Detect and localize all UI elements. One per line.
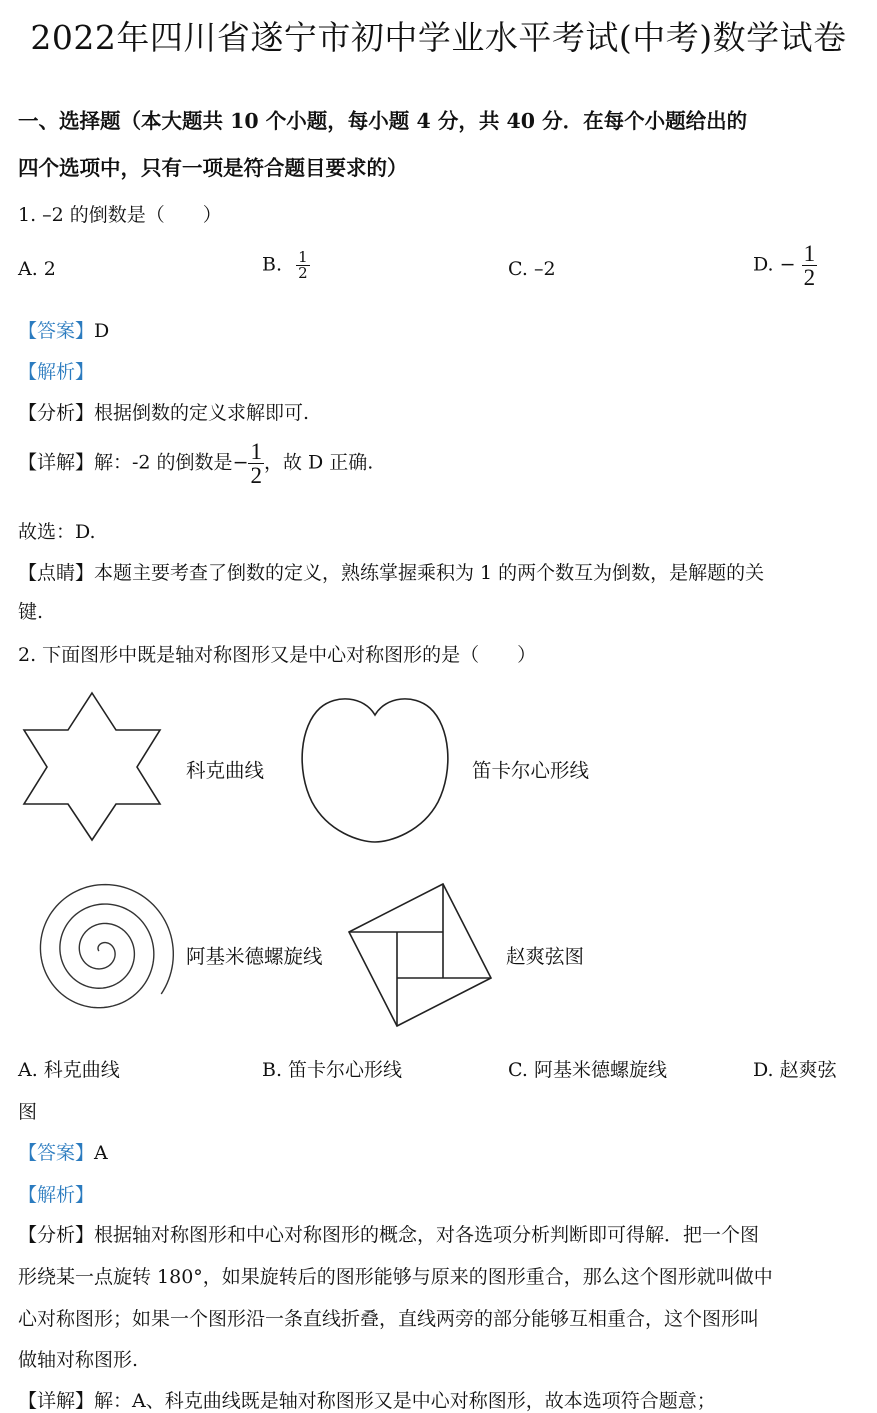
q1-comment-line2: 键. (18, 601, 44, 623)
q1-option-c: C. –2 (508, 258, 556, 280)
koch-curve-figure (20, 690, 165, 842)
q2-option-d: D. 赵爽弦 (753, 1059, 837, 1081)
q1-option-b-denominator: 2 (298, 264, 308, 282)
q2-answer (18, 1138, 108, 1165)
q2-fenxi-line2: 形绕某一点旋转 180°，如果旋转后的图形能够与原来的图形重合，那么这个图形就叫做中 (18, 1266, 773, 1288)
q2-fenxi-line3: 心对称图形；如果一个图形沿一条直线折叠，直线两旁的部分能够互相重合，这个图形叫 (18, 1308, 760, 1330)
q1-option-d-numerator: 1 (803, 241, 816, 266)
q2-fenxi-line1: 【分析】根据轴对称图形和中心对称图形的概念，对各选项分析判断即可得解．把一个图 (18, 1224, 760, 1246)
q2-option-a: A. 科克曲线 (18, 1059, 120, 1081)
q1-answer-tag: 【答案】 (18, 320, 95, 342)
q1-choose: 故选：D. (18, 521, 96, 543)
q1-detail-minus: − (232, 451, 249, 474)
q1-option-b (262, 250, 310, 281)
q1-option-b-prefix: B. (262, 253, 283, 276)
q1-detail-numerator: 1 (250, 439, 262, 464)
q1-detail-prefix: 【详解】解：-2 的倒数是 (18, 451, 233, 474)
zhao-shuang-label: 赵爽弦图 (506, 945, 585, 968)
q2-stem: 2. 下面图形中既是轴对称图形又是中心对称图形的是（ ） (18, 644, 537, 666)
section-heading-line1: 一、选择题（本大题共 10 个小题，每小题 4 分，共 40 分．在每个小题给出的 (18, 109, 748, 133)
q1-answer-value: D (94, 320, 110, 342)
q2-option-c: C. 阿基米德螺旋线 (508, 1059, 667, 1081)
q2-option-d-wrap: 图 (18, 1101, 38, 1123)
q2-detail-line1: 【详解】解：A、科克曲线既是轴对称图形又是中心对称图形，故本选项符合题意； (18, 1390, 716, 1412)
q1-detail-denominator: 2 (250, 463, 262, 488)
q2-analysis-tag: 【解析】 (18, 1184, 95, 1206)
q2-answer-tag: 【答案】 (18, 1142, 95, 1164)
archimedean-spiral-label: 阿基米德螺旋线 (186, 945, 323, 968)
q1-comment-line1: 【点睛】本题主要考查了倒数的定义，熟练掌握乘积为 1 的两个数互为倒数，是解题的关 (18, 562, 765, 584)
q1-analysis-tag: 【解析】 (18, 361, 95, 383)
cardioid-figure (298, 690, 453, 845)
q1-detail (18, 440, 373, 487)
q1-detail-suffix: ，故 D 正确. (263, 451, 374, 474)
q1-option-b-numerator: 1 (298, 248, 308, 266)
q2-fenxi-line4: 做轴对称图形. (18, 1349, 139, 1371)
q1-option-d-denominator: 2 (803, 265, 816, 290)
q1-option-d-prefix: D. − (753, 253, 796, 276)
archimedean-spiral-figure (30, 885, 170, 1025)
page-title: 2022年四川省遂宁市初中学业水平考试(中考)数学试卷 (30, 18, 847, 57)
q2-option-b: B. 笛卡尔心形线 (262, 1059, 403, 1081)
q1-option-d (753, 242, 817, 289)
section-heading-line2: 四个选项中，只有一项是符合题目要求的） (18, 156, 408, 180)
q1-stem: 1. –2 的倒数是（ ） (18, 204, 222, 226)
q1-detail-fraction (248, 440, 264, 487)
q1-option-b-fraction (296, 250, 310, 281)
q2-answer-value: A (94, 1142, 108, 1164)
koch-curve-label: 科克曲线 (186, 759, 265, 782)
cardioid-label: 笛卡尔心形线 (472, 759, 590, 782)
zhao-shuang-diagram-figure (345, 880, 495, 1030)
q1-option-a: A. 2 (18, 258, 56, 280)
q1-fenxi: 【分析】根据倒数的定义求解即可. (18, 402, 310, 424)
q1-option-d-fraction (802, 242, 818, 289)
q1-answer (18, 316, 109, 343)
